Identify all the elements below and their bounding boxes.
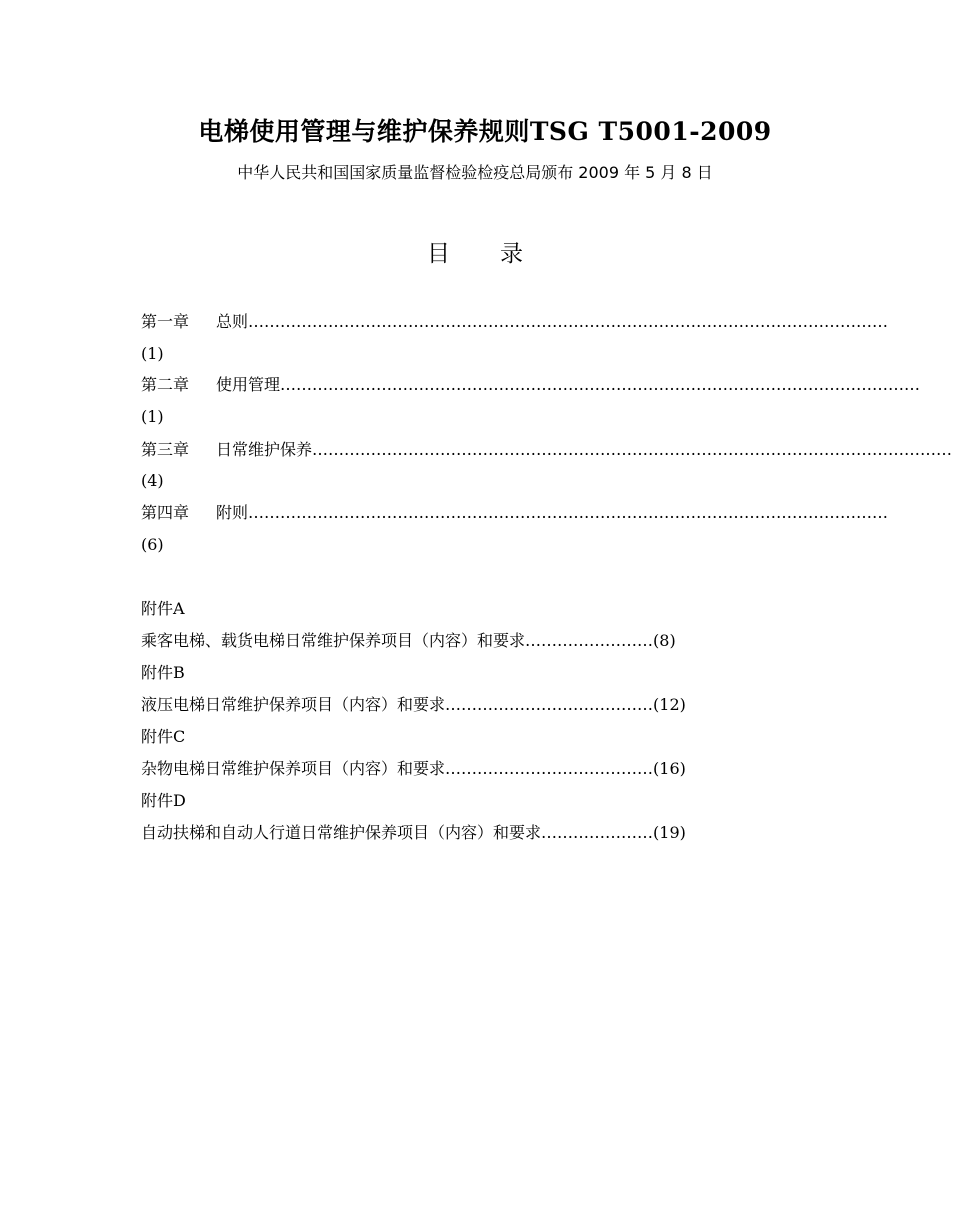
appendix-page: (12) bbox=[653, 695, 686, 714]
dot-leader: ………………………………………………………………………………………………………… bbox=[248, 312, 889, 331]
appendix-title: 杂物电梯日常维护保养项目（内容）和要求 bbox=[141, 759, 446, 778]
appendix-page: (8) bbox=[653, 631, 676, 650]
dot-leader: ………………………………………………………………………………………………………… bbox=[248, 503, 889, 522]
toc-heading bbox=[0, 235, 950, 268]
toc-heading-left: 目 bbox=[427, 241, 450, 267]
toc-entry-chapter-1[interactable] bbox=[141, 312, 889, 332]
toc-page-chapter-1: (1) bbox=[141, 344, 164, 363]
dot-leader: ………………………………… bbox=[445, 759, 654, 778]
toc-page-chapter-3: (4) bbox=[141, 471, 164, 490]
toc-heading-right: 录 bbox=[500, 241, 523, 267]
dot-leader: ………………… bbox=[541, 823, 654, 842]
dot-leader: ………………………………………………………………………………………………………… bbox=[312, 440, 953, 459]
toc-page-chapter-4: (6) bbox=[141, 535, 164, 554]
document-subtitle: 中华人民共和国国家质量监督检验检疫总局颁布 2009 年 5 月 8 日 bbox=[237, 163, 713, 182]
appendix-title: 液压电梯日常维护保养项目（内容）和要求 bbox=[141, 695, 446, 714]
chapter-title: 总则 bbox=[216, 312, 249, 331]
chapter-title: 日常维护保养 bbox=[216, 440, 313, 459]
chapter-title: 附则 bbox=[216, 503, 249, 522]
appendix-page: (19) bbox=[653, 823, 686, 842]
document-title: 电梯使用管理与维护保养规则TSG T5001-2009 bbox=[198, 117, 772, 146]
appendix-label-d: 附件D bbox=[141, 791, 186, 810]
appendix-page: (16) bbox=[653, 759, 686, 778]
toc-entry-chapter-3[interactable] bbox=[141, 440, 953, 460]
appendix-label-c: 附件C bbox=[141, 727, 186, 746]
appendix-label-a: 附件A bbox=[141, 599, 185, 618]
chapter-title: 使用管理 bbox=[216, 375, 281, 394]
toc-entry-appendix-d[interactable] bbox=[141, 823, 686, 843]
chapter-number: 第一章 bbox=[141, 312, 190, 331]
toc-entry-chapter-4[interactable] bbox=[141, 503, 889, 523]
dot-leader: ………………………………… bbox=[445, 695, 654, 714]
toc-entry-appendix-c[interactable] bbox=[141, 759, 686, 779]
toc-entry-chapter-2[interactable] bbox=[141, 375, 921, 395]
toc-page-chapter-2: (1) bbox=[141, 407, 164, 426]
dot-leader: …………………… bbox=[525, 631, 654, 650]
dot-leader: ………………………………………………………………………………………………………… bbox=[280, 375, 921, 394]
chapter-number: 第三章 bbox=[141, 440, 190, 459]
appendix-label-b: 附件B bbox=[141, 663, 185, 682]
toc-entry-appendix-a[interactable] bbox=[141, 631, 676, 651]
appendix-title: 乘客电梯、载货电梯日常维护保养项目（内容）和要求 bbox=[141, 631, 526, 650]
chapter-number: 第二章 bbox=[141, 375, 190, 394]
toc-entry-appendix-b[interactable] bbox=[141, 695, 686, 715]
chapter-number: 第四章 bbox=[141, 503, 190, 522]
appendix-title: 自动扶梯和自动人行道日常维护保养项目（内容）和要求 bbox=[141, 823, 542, 842]
